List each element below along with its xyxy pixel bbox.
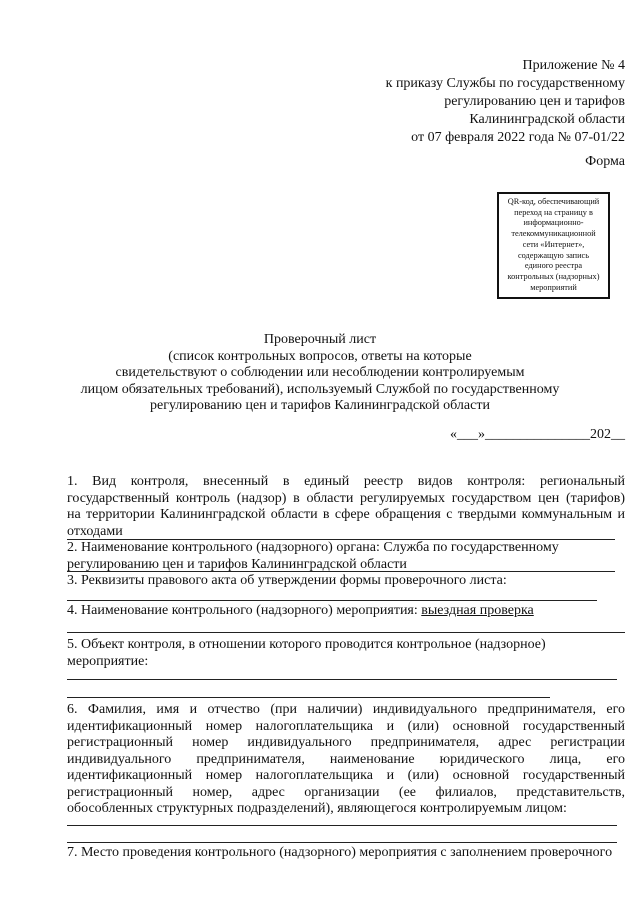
item-1-line: на территории Калининградской области в сфере обращения с твердыми коммунальным и <box>67 507 625 522</box>
item-6-line: 6. Фамилия, имя и отчество (при наличии) индивидуального предпринимателя, его <box>67 702 625 717</box>
divider-line <box>67 571 615 572</box>
item-7-event-place: 7. Место проведения контрольного (надзорного) мероприятия с заполнением проверочного <box>67 845 613 860</box>
qr-box-line: единого реестра <box>524 261 583 271</box>
item-2-authority <box>67 540 625 573</box>
item-1-line: 1. Вид контроля, внесенный в единый реестр видов контроля: региональный <box>67 474 625 489</box>
item-6-line: идентификационный номер налогоплательщика и (или) основной государственный <box>67 768 625 783</box>
checklist-title <box>50 332 590 415</box>
item-4-event-name <box>67 603 625 620</box>
item-4-value: выездная проверка <box>421 603 534 618</box>
header-line: от 07 февраля 2022 года № 07-01/22 <box>411 130 625 145</box>
qr-box-line: мероприятий <box>530 282 577 292</box>
item-6-line: обособленных структурных подразделений), являющегося контролируемым лицом: <box>67 801 567 816</box>
item-6-line: регистрационный номер индивидуального предпринимателя, адрес регистрации <box>67 735 625 750</box>
title-line: регулированию цен и тарифов Калининградской области <box>150 398 490 413</box>
title-line: Проверочный лист <box>263 332 377 347</box>
item-1-control-type <box>67 474 625 540</box>
appendix-header <box>386 57 625 147</box>
item-1-line: отходами <box>67 523 123 539</box>
item-5-control-object <box>67 637 625 670</box>
item-3-legal-act: 3. Реквизиты правового акта об утверждении формы проверочного листа: <box>67 573 507 588</box>
item-4-label: 4. Наименование контрольного (надзорного) мероприятия: <box>67 603 422 618</box>
item-1-line: государственный контроль (надзор) в области регулируемых государством цен (тарифов) <box>67 490 625 506</box>
qr-box-line: контрольных (надзорных) <box>507 271 600 281</box>
header-line: Калининградской области <box>469 112 625 127</box>
item-5-line: мероприятие: <box>67 653 149 669</box>
qr-box-line: телекоммуникационной <box>511 229 596 239</box>
header-line: регулированию цен и тарифов <box>444 94 625 109</box>
item-6-answer-line[interactable] <box>67 842 617 843</box>
qr-box-line: содержащую запись <box>517 250 590 260</box>
title-line: свидетельствуют о соблюдении или несоблюдении контролируемым <box>115 365 525 380</box>
item-6-line: идентификационный номер налогоплательщика и (или) основной государственный <box>67 718 625 734</box>
item-6-line: индивидуального предпринимателя, наименование юридического лица, его <box>67 751 625 767</box>
title-line: лицом обязательных требований), используемый Службой по государственному <box>80 381 560 397</box>
item-5-answer-line[interactable] <box>67 697 550 698</box>
form-label: Форма <box>585 154 625 169</box>
divider-line <box>67 632 625 633</box>
item-3-answer-line[interactable] <box>67 600 597 601</box>
item-6-answer-line[interactable] <box>67 825 617 826</box>
item-2-line: регулированию цен и тарифов Калининградской области <box>67 556 407 572</box>
date-field[interactable]: «___»_______________202__ <box>450 427 625 442</box>
item-6-controlled-person <box>67 702 625 818</box>
qr-code-placeholder <box>497 192 610 299</box>
qr-box-line: сети «Интернет», <box>522 239 585 249</box>
item-2-line: 2. Наименование контрольного (надзорного) органа: Служба по государственному <box>67 540 559 555</box>
item-6-line: регистрационный номер, адрес организации (ее филиалов, представительств, <box>67 784 625 800</box>
header-line: Приложение № 4 <box>522 58 625 73</box>
item-5-line: 5. Объект контроля, в отношении которого проводится контрольное (надзорное) <box>67 637 546 652</box>
qr-box-line: QR-код, обеспечивающий <box>507 197 600 206</box>
title-line: (список контрольных вопросов, ответы на которые <box>168 348 472 364</box>
item-5-answer-line[interactable] <box>67 679 617 680</box>
header-line: к приказу Службы по государственному <box>385 76 625 91</box>
qr-box-line: переход на страницу в <box>514 207 593 217</box>
qr-box-line: информационно- <box>523 218 584 228</box>
